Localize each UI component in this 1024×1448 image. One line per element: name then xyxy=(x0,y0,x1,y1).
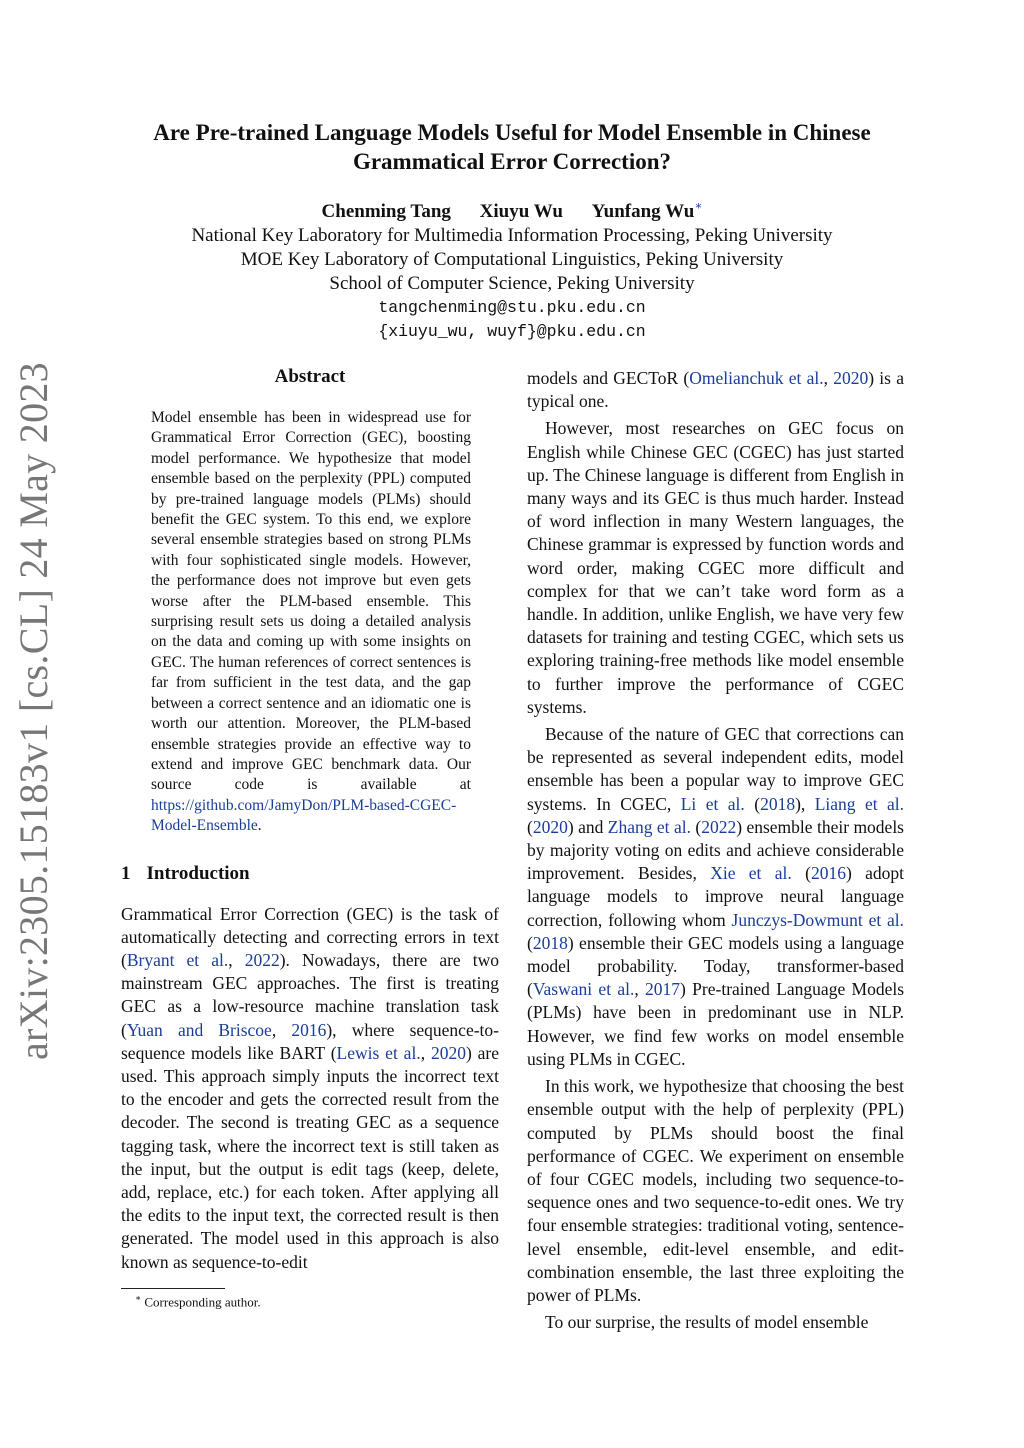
citation-year-link[interactable]: 2017 xyxy=(645,979,681,1000)
citation-link[interactable]: Xie et al. xyxy=(710,863,792,884)
abstract-end: . xyxy=(257,817,262,835)
citation-link[interactable]: Omelianchuk et al. xyxy=(689,368,824,388)
text-run: ensemble their models by majority voting on edits and achieve considerable improvement. Besides, xyxy=(527,816,904,884)
text-run: , xyxy=(800,793,815,814)
section-title: Introduction xyxy=(146,862,250,884)
title-block xyxy=(100,118,924,344)
affiliation: MOE Key Laboratory of Computational Linguistics, Peking University xyxy=(240,249,784,271)
abstract-text: Model ensemble has been in widespread use for Grammatical Error Correction (GEC), boosting model performance. We hypothesize that model ensemble based on the perplexity (PPL) computed by pre-trained language models (PLMs) should benefit the GEC system. To this end, we explore several ensemble strategies based on strong PLMs with four sophisticated single models. However, the performance does not improve but even gets worse after the PLM-based ensemble. This surprising result sets us doing a detailed analysis on the data and coming up with some insights on GEC. The human references of correct sentences is far from sufficient in the test data, and the gap between a correct sentence and an idiomatic one is worth our attention. Moreover, the PLM-based ensemble strategies provide an effective way to extend and improve GEC benchmark data. Our source code is available at xyxy=(151,409,471,794)
right-column xyxy=(527,367,904,1334)
text-run: ) are used. This approach simply inputs the incorrect text to the encoder and gets the corrected result from the decoder. The second is treating GEC as a sequence tagging task, where the incorrect text is still taken as the input, but the output is edit tags (keep, delete, add, replace, etc.) for each token. After applying all the edits to the input text, the corrected result is then generated. The model used in this approach is also known as sequence-to-edit xyxy=(121,1042,499,1272)
paper-title: Are Pre-trained Language Models Useful for Model Ensemble in Chinese Grammatical Error Correction? xyxy=(153,120,871,174)
text-run: adopt language models to improve neural language correction, following whom xyxy=(527,863,904,930)
author-name: Xiuyu Wu xyxy=(479,201,563,223)
citation-link[interactable]: Li et al. xyxy=(680,793,745,814)
intro-paragraph: Grammatical Error Correction (GEC) is the task of automatically detecting and correcting errors in text (Bryant et al., 2022). Nowadays, there are two mainstream GEC approaches. The first is treating GEC as a low-resource machine translation task (Yuan and Briscoe, 2016), where sequence-to-sequence models like BART (Lewis et al., 2020) are used. This approach simply inputs the incorrect text to the encoder and gets the corrected result from the decoder. The second is treating GEC as a sequence tagging task, where the incorrect text is still taken as the input, but the output is edit tags (keep, delete, add, replace, etc.) for each token. After applying all the edits to the input text, the corrected result is then generated. The model used in this approach is also known as sequence-to-edit xyxy=(121,903,499,1272)
footnote-text: Corresponding author. xyxy=(144,1294,261,1310)
text-run: models and GECToR ( xyxy=(527,368,690,388)
citation-link[interactable]: Liang et al. xyxy=(814,793,905,814)
left-column xyxy=(121,366,499,1310)
citation-year-link[interactable]: 2016 xyxy=(810,863,846,884)
citation-link[interactable]: Vaswani et al. xyxy=(532,979,635,1000)
text-run: ). Nowadays, there are two mainstream GEC approaches. The first is treating GEC as a low-resource machine translation task ( xyxy=(121,949,499,1040)
corresponding-author-mark[interactable]: ∗ xyxy=(694,199,703,213)
section-heading-introduction xyxy=(121,863,499,885)
body-paragraph: Because of the nature of GEC that corrections can be represented as several independent edits, model ensemble has been a popular way to improve GEC systems. In CGEC, Li et al. (2018), Liang et al. (2020) and Zhang et al. (2022) ensemble their models by majority voting on edits and achieve considerable improvement. Besides, Xie et al. (2016) adopt language models to improve neural language correction, following whom Junczys-Dowmunt et al. (2018) ensemble their GEC models using a language model probability. Today, transformer-based (Vaswani et al., 2017) Pre-trained Language Models (PLMs) have been in predominant use in NLP. However, we find few works on model ensemble using PLMs in CGEC. xyxy=(527,724,905,1069)
citation-link[interactable]: Junczys-Dowmunt et al. xyxy=(731,909,905,930)
footnote xyxy=(135,1293,499,1310)
footnote-mark: ∗ xyxy=(135,1292,142,1303)
author-name xyxy=(592,201,703,222)
source-code-link[interactable]: https://github.com/JamyDon/PLM-based-CGEC-Model-Ensemble xyxy=(151,796,457,835)
author-name-text: Yunfang Wu xyxy=(591,201,695,223)
citation-link[interactable]: Bryant et al. xyxy=(126,949,229,970)
arxiv-identifier-stamp: arXiv:2305.15183v1 [cs.CL] 24 May 2023 xyxy=(11,362,56,1060)
citation-year-link[interactable]: 2020 xyxy=(430,1042,466,1063)
author-list xyxy=(100,194,924,224)
text-run: ) is a typical one. xyxy=(527,368,904,412)
citation-link[interactable]: Lewis et al. xyxy=(336,1042,421,1063)
footnote-divider xyxy=(121,1288,225,1289)
citation-year-link[interactable]: 2020 xyxy=(833,368,869,388)
citation-link[interactable]: Zhang et al. xyxy=(607,816,691,837)
citation-year-link[interactable]: 2022 xyxy=(701,816,737,837)
author-email: {xiuyu_wu, wuyf}@pku.edu.cn xyxy=(378,322,646,342)
text-run: Because of the nature of GEC that corrections can be represented as several independent edits, model ensemble has been a popular way to improve GEC systems. In CGEC, xyxy=(527,724,904,814)
text-run: Grammatical Error Correction (GEC) is the task of automatically detecting and correcting errors in text ( xyxy=(121,903,499,970)
citation-year-link[interactable]: 2020 xyxy=(532,816,568,837)
text-run: ), where sequence-to-sequence models like BART ( xyxy=(121,1019,499,1063)
text-run: and xyxy=(573,816,608,837)
citation-year-link[interactable]: 2018 xyxy=(532,932,568,953)
author-name: Chenming Tang xyxy=(321,201,451,223)
text-run: ensemble their GEC models using a language model probability. Today, transformer-based ( xyxy=(527,932,904,1000)
citation-link[interactable]: Yuan and Briscoe xyxy=(126,1019,272,1040)
body-paragraph: However, most researches on GEC focus on English while Chinese GEC (CGEC) has just started up. The Chinese language is different from English in many ways and its GEC is thus much harder. Instead of word inflection in many Western languages, the Chinese grammar is expressed by function words and word order, making CGEC more difficult and complex for that we can’t take word form as a handle. In addition, unlike English, we have very few datasets for training and testing CGEC, which sets us exploring training-free methods like model ensemble to further improve the performance of CGEC systems. xyxy=(527,418,904,717)
abstract-body xyxy=(151,408,471,837)
author-email: tangchenming@stu.pku.edu.cn xyxy=(378,298,646,318)
citation-year-link[interactable]: 2016 xyxy=(291,1019,327,1040)
body-paragraph: To our surprise, the results of model ensemble xyxy=(545,1312,869,1333)
citation-year-link[interactable]: 2022 xyxy=(244,949,280,970)
text-run: ) Pre-trained Language Models (PLMs) have been in predominant use in NLP. However, we find few works on model ensemble using PLMs in CGEC. xyxy=(527,979,905,1069)
abstract-heading: Abstract xyxy=(274,366,346,387)
body-paragraph: In this work, we hypothesize that choosing the best ensemble output with the help of perplexity (PPL) computed by PLMs should boost the final performance of CGEC. We experiment on ensemble of four CGEC models, including two sequence-to-sequence ones and two sequence-to-edit ones. We try four ensemble strategies: traditional voting, sentence-level ensemble, edit-level ensemble, and edit-combination ensemble, the last three exploiting the power of PLMs. xyxy=(527,1076,904,1305)
affiliation: National Key Laboratory for Multimedia Information Processing, Peking University xyxy=(191,225,833,247)
citation-year-link[interactable]: 2018 xyxy=(760,793,796,814)
section-number: 1 xyxy=(121,862,131,884)
affiliation: School of Computer Science, Peking University xyxy=(329,273,695,295)
body-paragraph: models and GECToR (Omelianchuk et al., 2020) is a typical one. xyxy=(527,368,904,412)
